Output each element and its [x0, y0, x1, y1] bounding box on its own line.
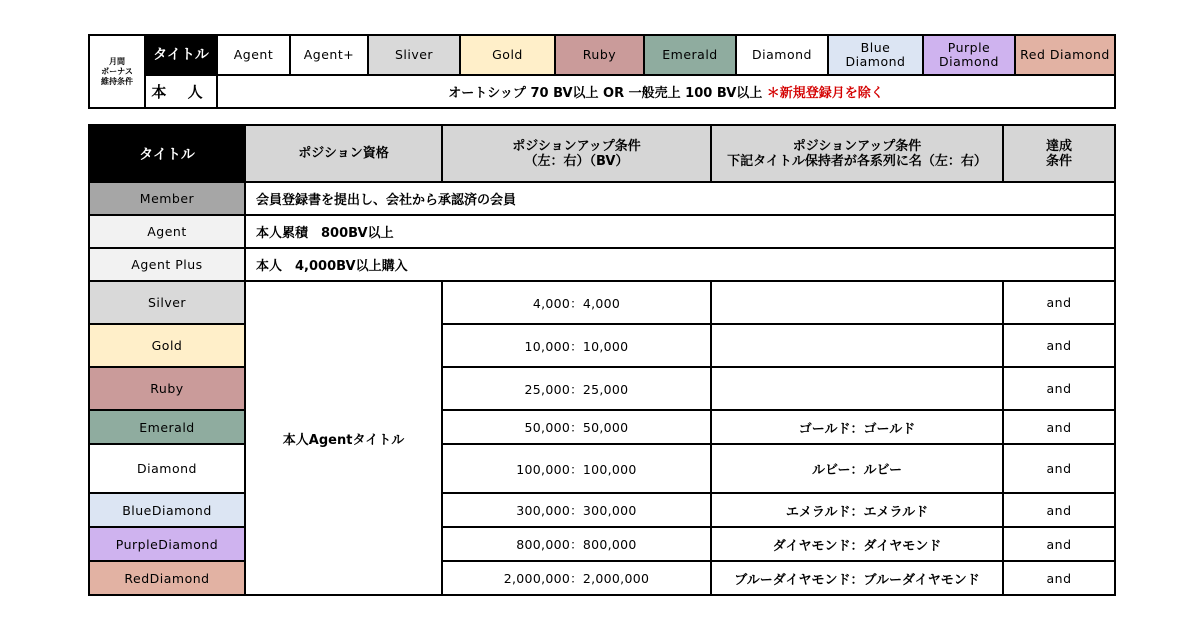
row-ruby [89, 367, 1115, 410]
row-achieve: and [1003, 444, 1115, 493]
row-title: PurpleDiamond [89, 527, 245, 561]
row-requirement: エメラルド：エメラルド [711, 493, 1003, 527]
row-agent [89, 215, 1115, 248]
header-achieve-line2: 条件 [1045, 153, 1072, 169]
row-title: Agent [89, 215, 245, 248]
row-requirement [711, 367, 1003, 410]
row-requirement [711, 281, 1003, 324]
title-diamond: Diamond [736, 35, 828, 75]
rank-requirements-table [88, 124, 1116, 596]
header-row [89, 125, 1115, 182]
row-bv: 2,000,000：2,000,000 [442, 561, 711, 595]
row-bv: 100,000：100,000 [442, 444, 711, 493]
row-title: Agent Plus [89, 248, 245, 281]
condition-label-line2: ボーナス [101, 66, 133, 76]
row-title: Silver [89, 281, 245, 324]
row-description: 本人 4,000BV以上購入 [245, 248, 1115, 281]
row-description: 会員登録書を提出し、会社から承認済の会員 [245, 182, 1115, 215]
row-diamond [89, 444, 1115, 493]
row-bv: 10,000：10,000 [442, 324, 711, 367]
header-up-rank [711, 125, 1003, 182]
title-ruby: Ruby [555, 35, 644, 75]
row-blue-diamond [89, 493, 1115, 527]
row-bv: 25,000：25,000 [442, 367, 711, 410]
row-purple-diamond [89, 527, 1115, 561]
header-up-rank-line1: ポジションアップ条件 [792, 138, 922, 154]
title-gold: Gold [460, 35, 555, 75]
row-bv: 800,000：800,000 [442, 527, 711, 561]
row-achieve: and [1003, 527, 1115, 561]
row-title: Member [89, 182, 245, 215]
title-header: タイトル [145, 35, 217, 75]
row-achieve: and [1003, 410, 1115, 444]
rank-position: 本人Agentタイトル [245, 281, 442, 595]
row-requirement: ブルーダイヤモンド：ブルーダイヤモンド [711, 561, 1003, 595]
header-achieve [1003, 125, 1115, 182]
row-title: Ruby [89, 367, 245, 410]
row-bv: 4,000：4,000 [442, 281, 711, 324]
row-requirement: ダイヤモンド：ダイヤモンド [711, 527, 1003, 561]
row-silver [89, 281, 1115, 324]
title-silver: Sliver [368, 35, 460, 75]
condition-cell [217, 75, 1115, 108]
title-agent: Agent [217, 35, 290, 75]
header-up-bv [442, 125, 711, 182]
condition-label-line1: 月間 [109, 56, 125, 66]
title-purple-diamond: Purple Diamond [923, 35, 1015, 75]
row-bv: 300,000：300,000 [442, 493, 711, 527]
row-red-diamond [89, 561, 1115, 595]
row-requirement: ルビー：ルビー [711, 444, 1003, 493]
row-achieve: and [1003, 367, 1115, 410]
condition-label-line3: 維持条件 [101, 76, 133, 86]
header-up-rank-line2: 下記タイトル保持者が各系列に名（左：右） [727, 153, 987, 169]
row-requirement [711, 324, 1003, 367]
row-member [89, 182, 1115, 215]
condition-note: ＊新規登録月を除く [766, 86, 884, 101]
row-achieve: and [1003, 324, 1115, 367]
title-red-diamond: Red Diamond [1015, 35, 1115, 75]
bonus-condition-table [88, 34, 1116, 109]
row-title: BlueDiamond [89, 493, 245, 527]
row-achieve: and [1003, 561, 1115, 595]
header-position: ポジション資格 [245, 125, 442, 182]
header-achieve-line1: 達成 [1045, 138, 1072, 154]
title-emerald: Emerald [644, 35, 736, 75]
row-gold [89, 324, 1115, 367]
row-title: RedDiamond [89, 561, 245, 595]
row-emerald [89, 410, 1115, 444]
row-title: Emerald [89, 410, 245, 444]
header-title: タイトル [89, 125, 245, 182]
row-achieve: and [1003, 493, 1115, 527]
row-title: Diamond [89, 444, 245, 493]
header-up-bv-line2: （左：右）（BV） [524, 153, 629, 169]
title-blue-diamond: Blue Diamond [828, 35, 923, 75]
self-label: 本 人 [145, 75, 217, 108]
condition-text: オートシップ 70 BV以上 OR 一般売上 100 BV以上 [448, 86, 763, 101]
header-up-bv-line1: ポジションアップ条件 [512, 138, 641, 154]
condition-label [89, 35, 145, 108]
row-agent-plus [89, 248, 1115, 281]
row-requirement: ゴールド：ゴールド [711, 410, 1003, 444]
row-title: Gold [89, 324, 245, 367]
title-agent-plus: Agent+ [290, 35, 368, 75]
row-description: 本人累積 800BV以上 [245, 215, 1115, 248]
row-bv: 50,000：50,000 [442, 410, 711, 444]
row-achieve: and [1003, 281, 1115, 324]
